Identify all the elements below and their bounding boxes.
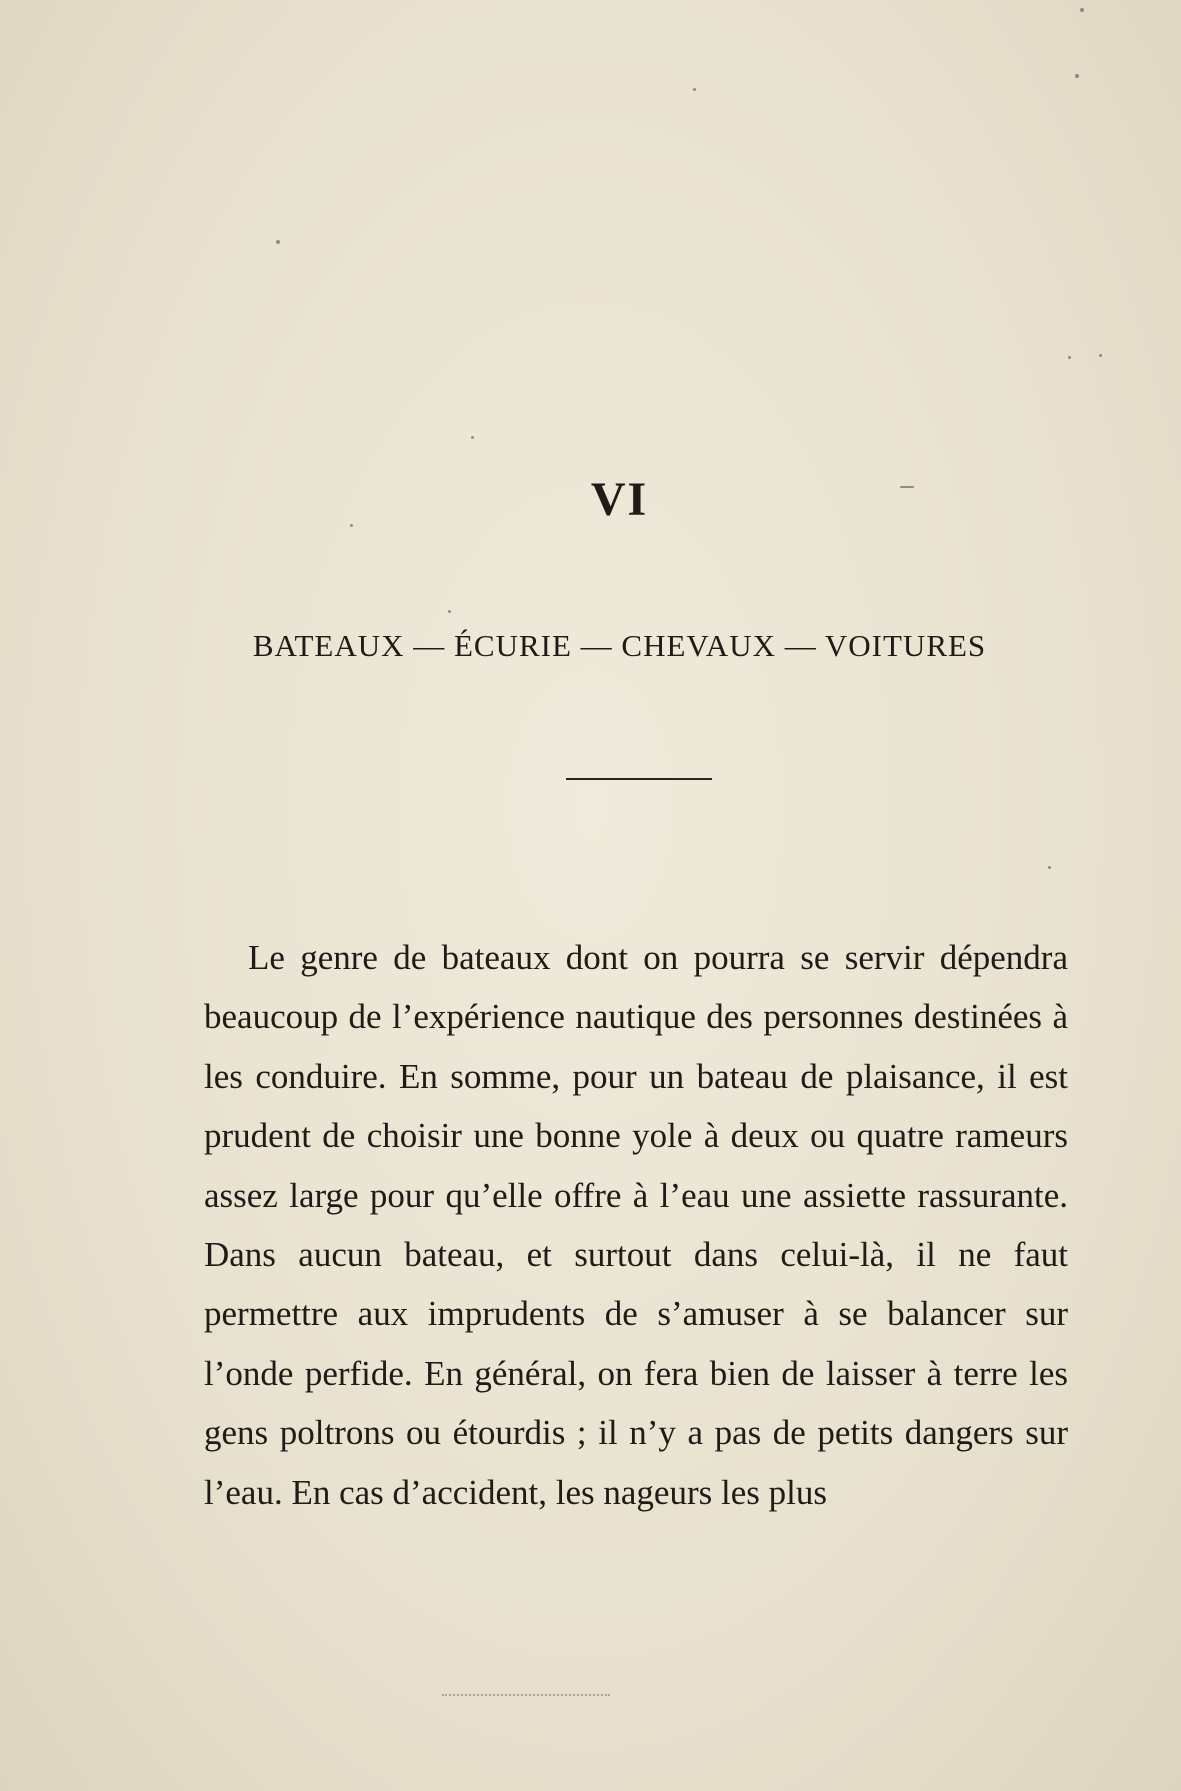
paper-speck <box>1048 866 1051 869</box>
paper-speck <box>471 436 474 439</box>
paper-speck <box>693 88 696 91</box>
paper-speck <box>1099 354 1102 357</box>
paper-speck <box>1068 356 1071 359</box>
paper-speck <box>1075 74 1079 78</box>
chapter-number: VI <box>590 473 649 526</box>
paper-speck <box>448 610 451 613</box>
paper-speck <box>276 240 280 244</box>
chapter-title: BATEAUX — ÉCURIE — CHEVAUX — VOITURES <box>252 628 987 663</box>
body-paragraph: Le genre de bateaux dont on pourra se servir dépendra beaucoup de l’expérience nautique des personnes destinées à les conduire. En somme, pour un bateau de plaisance, il est prudent de choisir une bonne yole à deux ou quatre rameurs assez large pour qu’elle offre à l’eau une assiette rassurante. Dans aucun bateau, et surtout dans celui-là, il ne faut permettre aux imprudents de s’amuser à se balancer sur l’onde perfide. En général, on fera bien de laisser à terre les gens poltrons ou étourdis ; il n’y a pas de petits dangers sur l’eau. En cas d’accident, les nageurs les plus <box>204 938 1068 1512</box>
paper-speck <box>1080 8 1084 12</box>
bottom-smudge <box>442 1694 610 1696</box>
title-divider <box>566 778 712 780</box>
